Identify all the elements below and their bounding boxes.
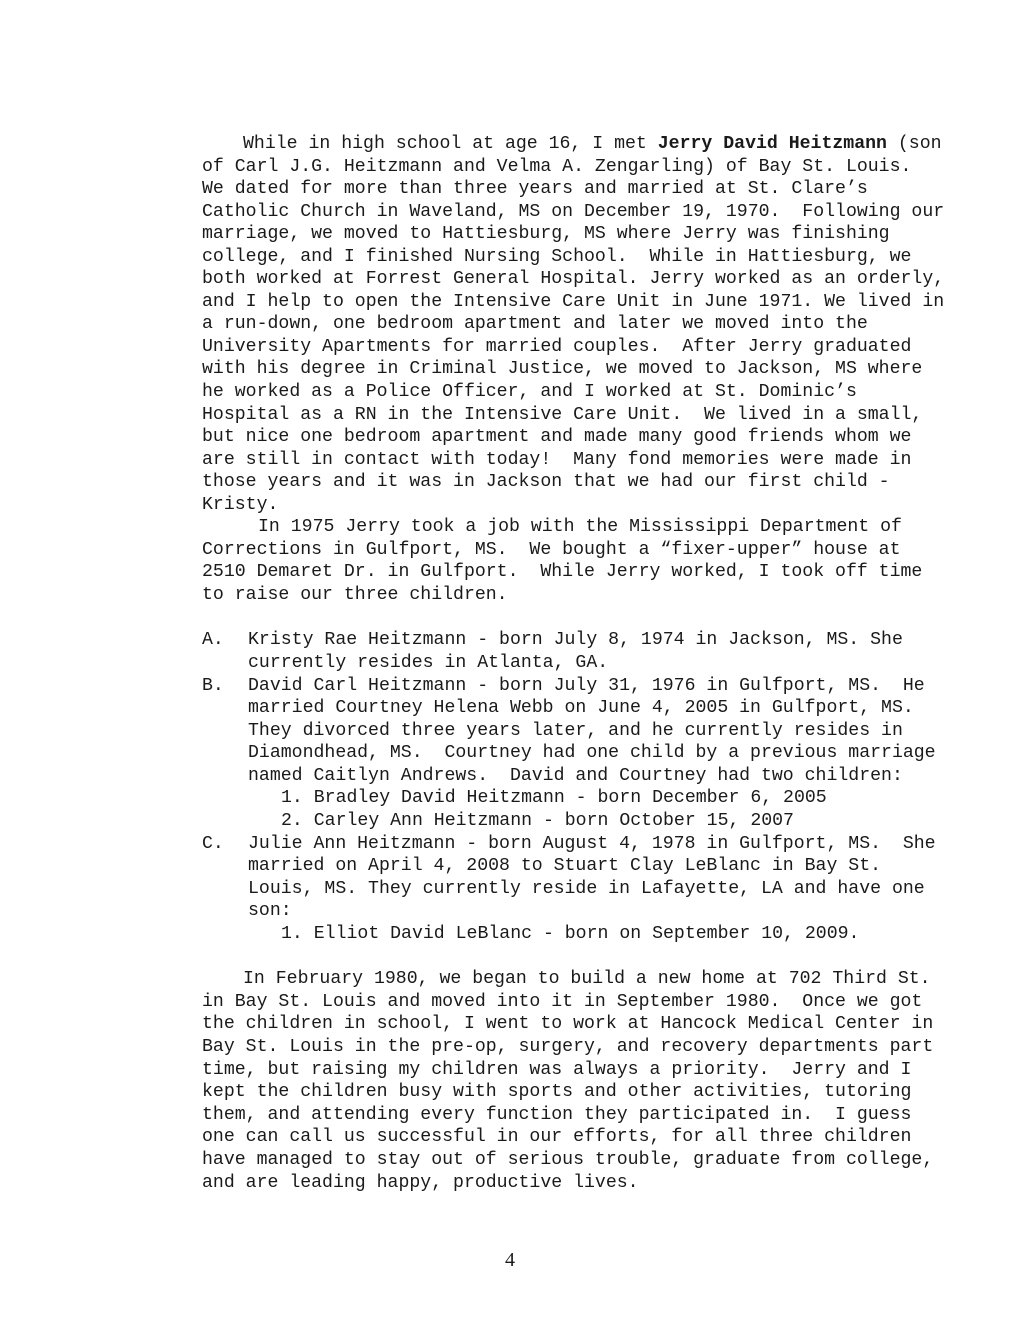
list-item-line: married on April 4, 2008 to Stuart Clay LeBlanc in Bay St.: [248, 856, 882, 876]
paragraph-line: but nice one bedroom apartment and made many good friends whom we: [202, 427, 912, 447]
list-item-line: married Courtney Helena Webb on June 4, 2005 in Gulfport, MS.: [248, 698, 914, 718]
list-marker: A.: [202, 630, 224, 650]
paragraph-line: those years and it was in Jackson that we had our first child -: [202, 472, 890, 492]
paragraph-line: a run-down, one bedroom apartment and later we moved into the: [202, 314, 868, 334]
paragraph-line: in Bay St. Louis and moved into it in September 1980. Once we got: [202, 992, 923, 1012]
paragraph-line: In 1975 Jerry took a job with the Mississippi Department of: [258, 517, 902, 537]
list-item-line: Louis, MS. They currently reside in Lafayette, LA and have one: [248, 879, 925, 899]
list-item-line: Diamondhead, MS. Courtney had one child by a previous marriage: [248, 743, 936, 763]
paragraph-line: he worked as a Police Officer, and I worked at St. Dominic’s: [202, 382, 857, 402]
paragraph-line: and I help to open the Intensive Care Unit in June 1971. We lived in: [202, 292, 945, 312]
paragraph-line: In February 1980, we began to build a new home at 702 Third St.: [243, 969, 931, 989]
paragraph-line: 2510 Demaret Dr. in Gulfport. While Jerry worked, I took off time: [202, 562, 923, 582]
paragraph-line: Bay St. Louis in the pre-op, surgery, and recovery departments part: [202, 1037, 934, 1057]
paragraph-line: [243, 133, 942, 156]
list-item-line: David Carl Heitzmann - born July 31, 1976 in Gulfport, MS. He: [248, 676, 925, 696]
list-item-line: They divorced three years later, and he currently resides in: [248, 721, 903, 741]
paragraph-line: University Apartments for married couples. After Jerry graduated: [202, 337, 912, 357]
list-item-line: named Caitlyn Andrews. David and Courtney had two children:: [248, 766, 903, 786]
text-run: While in high school at age 16, I met: [243, 134, 658, 154]
paragraph-line: them, and attending every function they participated in. I guess: [202, 1105, 912, 1125]
list-marker: C.: [202, 834, 224, 854]
paragraph-line: and are leading happy, productive lives.: [202, 1173, 639, 1193]
paragraph-line: of Carl J.G. Heitzmann and Velma A. Zengarling) of Bay St. Louis.: [202, 157, 912, 177]
paragraph-line: college, and I finished Nursing School. While in Hattiesburg, we: [202, 247, 912, 267]
paragraph-line: to raise our three children.: [202, 585, 508, 605]
sub-list-item: 1. Elliot David LeBlanc - born on September 10, 2009.: [281, 924, 860, 944]
paragraph-line: Catholic Church in Waveland, MS on December 19, 1970. Following our: [202, 202, 945, 222]
paragraph-line: We dated for more than three years and married at St. Clare’s: [202, 179, 868, 199]
paragraph-line: one can call us successful in our efforts, for all three children: [202, 1127, 912, 1147]
paragraph-line: Kristy.: [202, 495, 279, 515]
paragraph-line: marriage, we moved to Hattiesburg, MS where Jerry was finishing: [202, 224, 890, 244]
list-item-line: Julie Ann Heitzmann - born August 4, 1978 in Gulfport, MS. She: [248, 834, 936, 854]
paragraph-line: with his degree in Criminal Justice, we moved to Jackson, MS where: [202, 359, 923, 379]
paragraph-line: Hospital as a RN in the Intensive Care Unit. We lived in a small,: [202, 405, 923, 425]
page-number: 4: [505, 1249, 515, 1271]
list-marker: B.: [202, 676, 224, 696]
paragraph-line: Corrections in Gulfport, MS. We bought a “fixer-upper” house at: [202, 540, 901, 560]
sub-list-item: 1. Bradley David Heitzmann - born December 6, 2005: [281, 788, 827, 808]
text-run: (son: [886, 134, 942, 154]
sub-list-item: 2. Carley Ann Heitzmann - born October 15, 2007: [281, 811, 794, 831]
paragraph-line: both worked at Forrest General Hospital. Jerry worked as an orderly,: [202, 269, 945, 289]
paragraph-line: time, but raising my children was always a priority. Jerry and I: [202, 1060, 912, 1080]
list-item-line: Kristy Rae Heitzmann - born July 8, 1974 in Jackson, MS. She: [248, 630, 903, 650]
paragraph-line: are still in contact with today! Many fond memories were made in: [202, 450, 912, 470]
paragraph-line: kept the children busy with sports and other activities, tutoring: [202, 1082, 912, 1102]
paragraph-line: the children in school, I went to work at Hancock Medical Center in: [202, 1014, 934, 1034]
paragraph-line: have managed to stay out of serious trouble, graduate from college,: [202, 1150, 934, 1170]
list-item-line: currently resides in Atlanta, GA.: [248, 653, 609, 673]
spouse-name: Jerry David Heitzmann: [657, 134, 887, 154]
list-item-line: son:: [248, 901, 292, 921]
